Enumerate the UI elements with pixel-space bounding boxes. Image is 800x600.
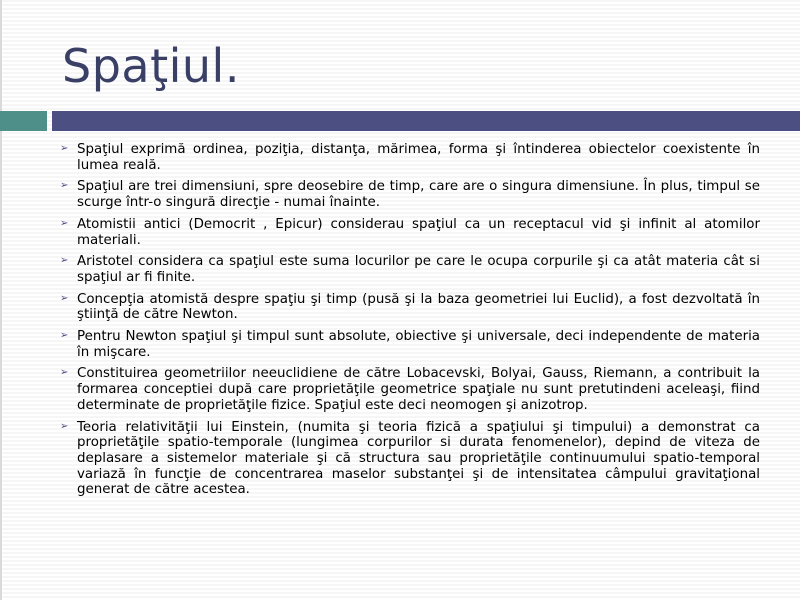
left-edge-rule: [0, 0, 2, 600]
bullet-item: [60, 329, 760, 360]
bullet-text: Aristotel considera ca spaţiul este suma locurilor pe care le ocupa corpurile şi ca atât materia cât si spaţiul ar fi finite.: [77, 254, 760, 285]
bullet-text: Concepţia atomistă despre spaţiu şi timp (pusă şi la baza geometriei lui Euclid), a fost dezvoltată în ştiinţă de către Newton.: [77, 291, 760, 323]
bullet-item: [60, 254, 760, 285]
arrow-bullet-icon: ➢: [60, 143, 69, 154]
arrow-bullet-icon: ➢: [60, 420, 69, 432]
bullet-item: [60, 292, 760, 323]
arrow-bullet-icon: ➢: [60, 217, 69, 229]
bullet-item: [60, 142, 760, 173]
arrow-bullet-icon: ➢: [60, 180, 69, 192]
title-underline-band: [52, 111, 800, 131]
slide-title: Spaţiul.: [62, 39, 240, 93]
arrow-bullet-icon: ➢: [60, 292, 69, 304]
bullet-item: [60, 420, 760, 499]
bullet-item: [60, 217, 760, 248]
bullet-text: Spaţiul exprimă ordinea, poziţia, distanţa, mărimea, forma şi întinderea obiectelor coexistente în lumea reală.: [77, 142, 760, 173]
bullet-text: Constituirea geometriilor neeuclidiene de către Lobacevski, Bolyai, Gauss, Riemann, a contribuit la formarea conceptiei după care proprietăţile geometrice spaţiale nu sunt pretutindeni aceleaşi, fiind determinate de proprietăţile fizice. Spaţiul este deci neomogen şi anizotrop.: [77, 366, 760, 413]
arrow-bullet-icon: ➢: [60, 367, 69, 379]
arrow-bullet-icon: ➢: [60, 255, 69, 267]
bullet-list: [60, 142, 760, 504]
bullet-item: [60, 366, 760, 413]
bullet-text: Teoria relativităţii lui Einstein, (numita şi teoria fizică a spaţiului şi timpului) a demonstrat ca proprietăţile spatio-temporale (lungimea corpurilor si durata fenomenelor), depind de viteza de deplasare a sistemelor materiale şi că structura sau proprietăţile continuumului spatio-temporal variază în funcţie de concentrarea maselor substanţei şi de intensitatea câmpului gravitaţional generat de către acestea.: [77, 419, 760, 498]
arrow-bullet-icon: ➢: [60, 330, 69, 342]
bullet-text: Pentru Newton spaţiul şi timpul sunt absolute, obiective şi universale, deci independente de materia în mişcare.: [77, 329, 760, 360]
bullet-item: [60, 179, 760, 210]
bullet-text: Atomistii antici (Democrit , Epicur) considerau spaţiul ca un receptacul vid şi infinit al atomilor materiali.: [77, 216, 760, 248]
title-accent-block: [0, 111, 47, 131]
bullet-text: Spaţiul are trei dimensiuni, spre deosebire de timp, care are o singura dimensiune. În plus, timpul se scurge într-o singură direcţie - numai înainte.: [77, 179, 760, 211]
